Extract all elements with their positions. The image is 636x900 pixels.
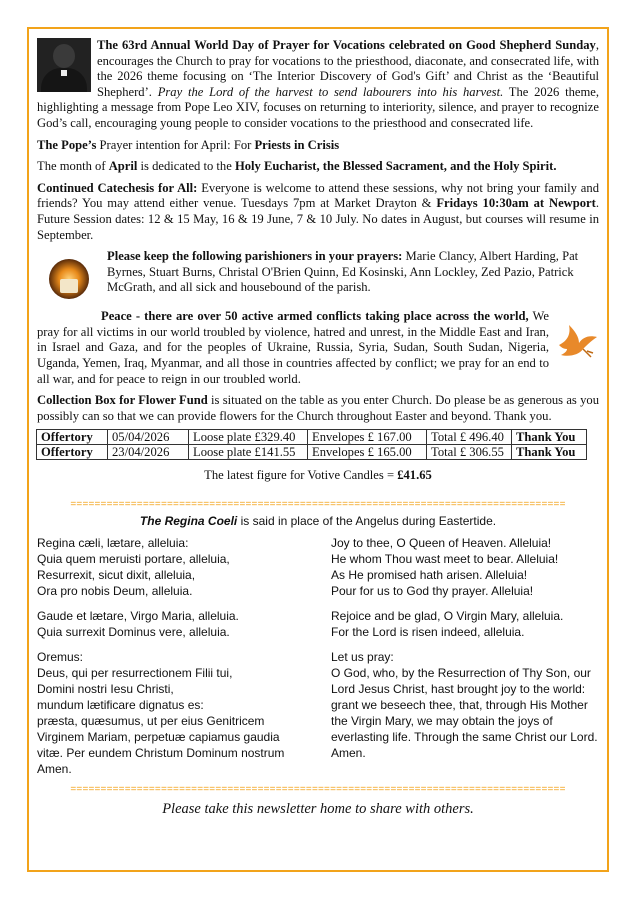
latin-line: Deus, qui per resurrectionem Filii tui,: [37, 665, 233, 680]
collection-paragraph: Collection Box for Flower Fund is situated on the table as you enter Church. Do please be as generous as you possibly can so that we can provide flowers for the Church throughout Easter and beyond. Thank you.: [37, 393, 599, 423]
latin-line: mundum lætificare dignatus es:: [37, 697, 204, 712]
latin-line: Virginem Mariam, perpetuæ capiamus gaudia: [37, 729, 280, 744]
vocations-section: [37, 38, 599, 132]
closing-note: Please take this newsletter home to share with others.: [162, 800, 474, 817]
votive-candles: The latest figure for Votive Candles = £41.65: [204, 468, 432, 483]
divider-top: ==================================================================================: [70, 498, 566, 510]
english-line: For the Lord is risen indeed, alleluia.: [331, 624, 525, 639]
latin-column: [37, 535, 322, 786]
prayers-section: [37, 249, 599, 303]
english-line: As He promised hath arisen. Alleluia!: [331, 567, 528, 582]
english-line: O God, who, by the Resurrection of Thy Son, our: [331, 665, 591, 680]
english-line: Amen.: [331, 745, 366, 760]
vocations-italic: Pray the Lord of the harvest to send labourers into his harvest.: [151, 84, 504, 99]
peace-section: [37, 309, 599, 387]
latin-line: Oremus:: [37, 649, 84, 664]
pope-intention: The Pope’s Prayer intention for April: For Priests in Crisis: [37, 137, 340, 152]
latin-stanza: [37, 649, 322, 777]
latin-stanza: [37, 608, 322, 640]
candle-icon: [45, 257, 91, 303]
newsletter-content: [37, 38, 599, 817]
english-stanza: [331, 535, 599, 599]
english-line: Pour for us to God thy prayer. Alleluia!: [331, 583, 534, 598]
latin-line: Quia quem meruisti portare, alleluia,: [37, 551, 230, 566]
table-row: Offertory 23/04/2026 Loose plate £141.55 Envelopes £ 165.00 Total £ 306.55 Thank You: [37, 445, 587, 460]
dove-icon: [553, 323, 599, 363]
english-line: grant we beseech thee, that, through His Mother: [331, 697, 588, 712]
english-line: everlasting life. Through the same Christ our Lord.: [331, 729, 598, 744]
vocations-paragraph: The 63rd Annual World Day of Prayer for Vocations celebrated on Good Shepherd Sunday, encourages the Church to pray for vocations to the priesthood, diaconate, and consecrated life, with the 2026 theme focusing on ‘The Interior Discovery of God's Gift’ and Christ as the ‘Beautiful Shepherd’. Pray the Lord of the harvest to send labourers into his harvest. The 2026 theme, highlighting a message from Pope Leo XIV, focuses on returning to interiority, silence, and prayer to recognize God’s call, encouraging young people to consider vocations to the priesthood and consecrated life.: [37, 38, 600, 130]
latin-line: vitæ. Per eundem Christum Dominum nostrum: [37, 745, 285, 760]
english-line: Rejoice and be glad, O Virgin Mary, alleluia.: [331, 608, 564, 623]
english-line: Let us pray:: [331, 649, 394, 664]
latin-line: Domini nostri Iesu Christi,: [37, 681, 174, 696]
english-line: the Virgin Mary, we may obtain the joys of: [331, 713, 553, 728]
april-dedication: The month of April is dedicated to the Holy Eucharist, the Blessed Sacrament, and the Holy Spirit.: [37, 159, 557, 174]
regina-title: The Regina Coeli is said in place of the Angelus during Eastertide.: [139, 513, 497, 528]
vocations-heading: The 63rd Annual World Day of Prayer for Vocations celebrated on Good Shepherd Sunday: [97, 38, 596, 52]
table-row: Offertory 05/04/2026 Loose plate £329.40 Envelopes £ 167.00 Total £ 496.40 Thank You: [37, 430, 587, 445]
english-column: [331, 535, 599, 786]
english-line: Joy to thee, O Queen of Heaven. Alleluia!: [331, 535, 552, 550]
latin-line: Regina cæli, lætare, alleluia:: [37, 535, 189, 550]
english-stanza: [331, 649, 599, 761]
english-stanza: [331, 608, 599, 640]
priest-photo: [37, 38, 91, 92]
latin-line: præsta, quæsumus, ut per eius Genitricem: [37, 713, 265, 728]
english-line: He whom Thou wast meet to bear. Alleluia!: [331, 551, 559, 566]
latin-line: Quia surrexit Dominus vere, alleluia.: [37, 624, 230, 639]
regina-columns: [37, 535, 599, 786]
catechesis-paragraph: Continued Catechesis for All: Everyone is welcome to attend these sessions, why not bring your family and friends? You may attend either venue. Tuesdays 7pm at Market Drayton & Fridays 10:30am at Newport. Future Session dates: 12 & 15 May, 16 & 19 June, 7 & 10 July. No dates in August, but courses will resume in September.: [37, 180, 599, 242]
latin-line: Gaude et lætare, Virgo Maria, alleluia.: [37, 608, 239, 623]
latin-stanza: [37, 535, 322, 599]
offertory-table: [36, 429, 587, 460]
prayers-paragraph: Please keep the following parishioners in your prayers: Marie Clancy, Albert Harding, Pat Byrnes, Stuart Burns, Christal O'Brien Quinn, Ed Kosinski, Ann Lockley, Zed Pazio, Patrick McGrath, and all sick and housebound of the parish.: [107, 249, 579, 295]
peace-paragraph: Peace - there are over 50 active armed conflicts taking place across the world, We pray for all victims in our world troubled by violence, hatred and unrest, in the Middle East and Iran, in Israel and Gaza, and for the peoples of Ukraine, Russia, Syria, Sudan, South Sudan, Nigeria, Uganda, Yemen, Iraq, Myanmar, and all those in countries affected by conflict; we pray for an end to all war, and for peace to reign in our troubled world.: [37, 309, 549, 386]
divider-bottom: ==================================================================================: [70, 783, 566, 795]
english-line: Lord Jesus Christ, hast brought joy to the world:: [331, 681, 586, 696]
latin-line: Amen.: [37, 761, 72, 776]
latin-line: Resurrexit, sicut dixit, alleluia,: [37, 567, 196, 582]
latin-line: Ora pro nobis Deum, alleluia.: [37, 583, 193, 598]
